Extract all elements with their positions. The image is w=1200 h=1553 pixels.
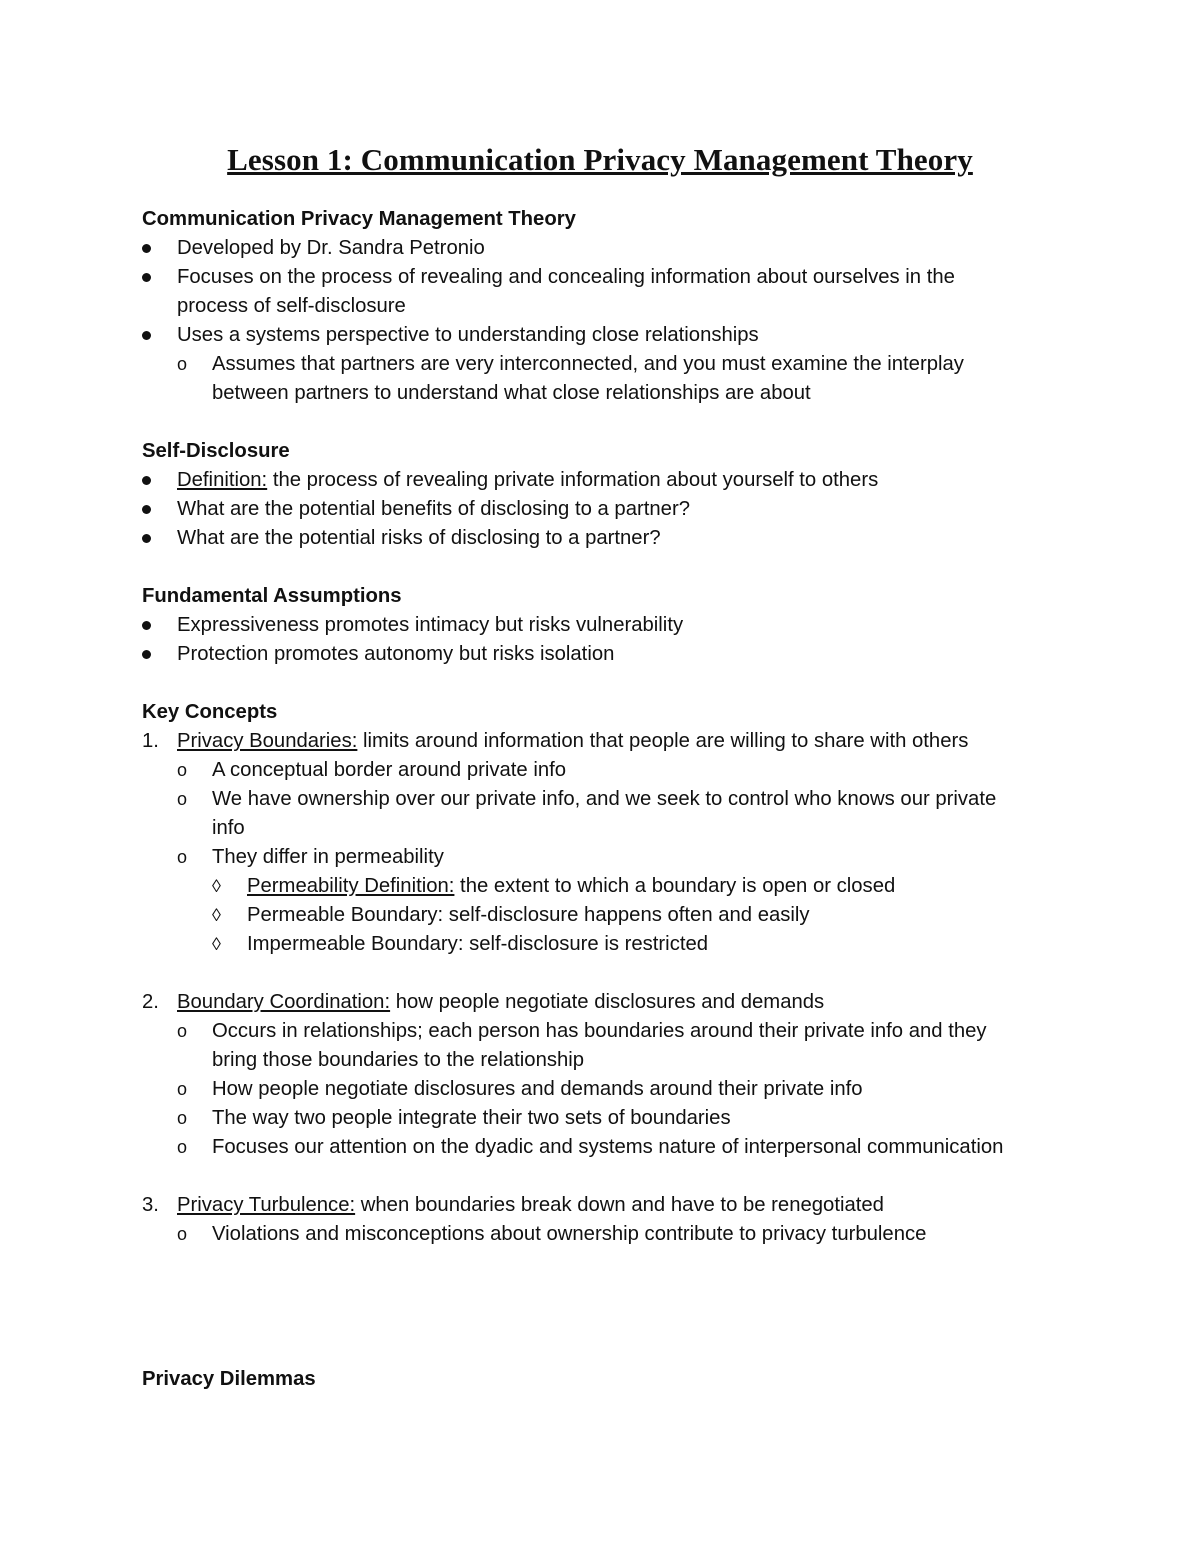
sub-sub-list-item: ◊ Permeable Boundary: self-disclosure happens often and easily [142,901,1072,930]
diamond-bullet-icon: ◊ [212,876,221,896]
sub-sub-list-item: ◊ Permeability Definition: the extent to which a boundary is open or closed [142,872,1072,901]
numbered-item: 2. Boundary Coordination: how people negotiate disclosures and demands [142,988,1072,1017]
page-title: Lesson 1: Communication Privacy Management Theory [227,142,973,177]
bullet-icon [142,331,151,340]
section-heading-self-disclosure: Self-Disclosure [142,440,290,462]
sub-list-item: o Violations and misconceptions about ownership contribute to privacy turbulence [142,1220,1072,1249]
circle-bullet-icon: o [177,354,188,374]
numbered-item: 3. Privacy Turbulence: when boundaries break down and have to be renegotiated [142,1191,1072,1220]
section-heading-cpm: Communication Privacy Management Theory [142,208,576,230]
list-item: What are the potential risks of disclosing to a partner? [142,524,1072,553]
list-item: Focuses on the process of revealing and concealing information about ourselves in the [142,263,1072,292]
bullet-icon [142,534,151,543]
diamond-bullet-icon: ◊ [212,934,221,954]
bullet-icon [142,476,151,485]
bullet-icon [142,650,151,659]
diamond-bullet-icon: ◊ [212,905,221,925]
bullet-icon [142,244,151,253]
sub-list-item: o They differ in permeability [142,843,1072,872]
list-item: Uses a systems perspective to understanding close relationships [142,321,1072,350]
circle-bullet-icon: o [177,760,188,780]
list-item: What are the potential benefits of disclosing to a partner? [142,495,1072,524]
bullet-icon [142,273,151,282]
circle-bullet-icon: o [177,1224,188,1244]
sub-list-item: o The way two people integrate their two sets of boundaries [142,1104,1072,1133]
sub-sub-list-item: ◊ Impermeable Boundary: self-disclosure is restricted [142,930,1072,959]
section-heading-privacy-dilemmas: Privacy Dilemmas [142,1368,316,1390]
list-number: 2. [142,991,159,1013]
list-item: Developed by Dr. Sandra Petronio [142,234,1072,263]
sub-list-item: o How people negotiate disclosures and demands around their private info [142,1075,1072,1104]
list-number: 3. [142,1194,159,1216]
circle-bullet-icon: o [177,1137,188,1157]
sub-list-item: o A conceptual border around private info [142,756,1072,785]
list-item: Protection promotes autonomy but risks isolation [142,640,1072,669]
circle-bullet-icon: o [177,1021,188,1041]
sub-list-item-continuation: bring those boundaries to the relationship [212,1049,585,1071]
numbered-item: 1. Privacy Boundaries: limits around information that people are willing to share with others [142,727,1072,756]
circle-bullet-icon: o [177,1108,188,1128]
document-body [142,205,1072,1394]
sub-list-item: o Focuses our attention on the dyadic and systems nature of interpersonal communication [142,1133,1072,1162]
circle-bullet-icon: o [177,789,188,809]
section-heading-key-concepts: Key Concepts [142,701,278,723]
sub-list-item: o We have ownership over our private info, and we seek to control who knows our private [142,785,1072,814]
list-number: 1. [142,730,159,752]
section-heading-fundamental-assumptions: Fundamental Assumptions [142,585,402,607]
sub-list-item-continuation: info [212,817,245,839]
bullet-icon [142,505,151,514]
list-item: Definition: the process of revealing private information about yourself to others [142,466,1072,495]
list-item-continuation: process of self-disclosure [177,295,406,317]
sub-list-item: o Assumes that partners are very interconnected, and you must examine the interplay [142,350,1072,379]
list-item: Expressiveness promotes intimacy but risks vulnerability [142,611,1072,640]
sub-list-item-continuation: between partners to understand what close relationships are about [212,382,811,404]
sub-list-item: o Occurs in relationships; each person has boundaries around their private info and they [142,1017,1072,1046]
circle-bullet-icon: o [177,847,188,867]
circle-bullet-icon: o [177,1079,188,1099]
bullet-icon [142,621,151,630]
